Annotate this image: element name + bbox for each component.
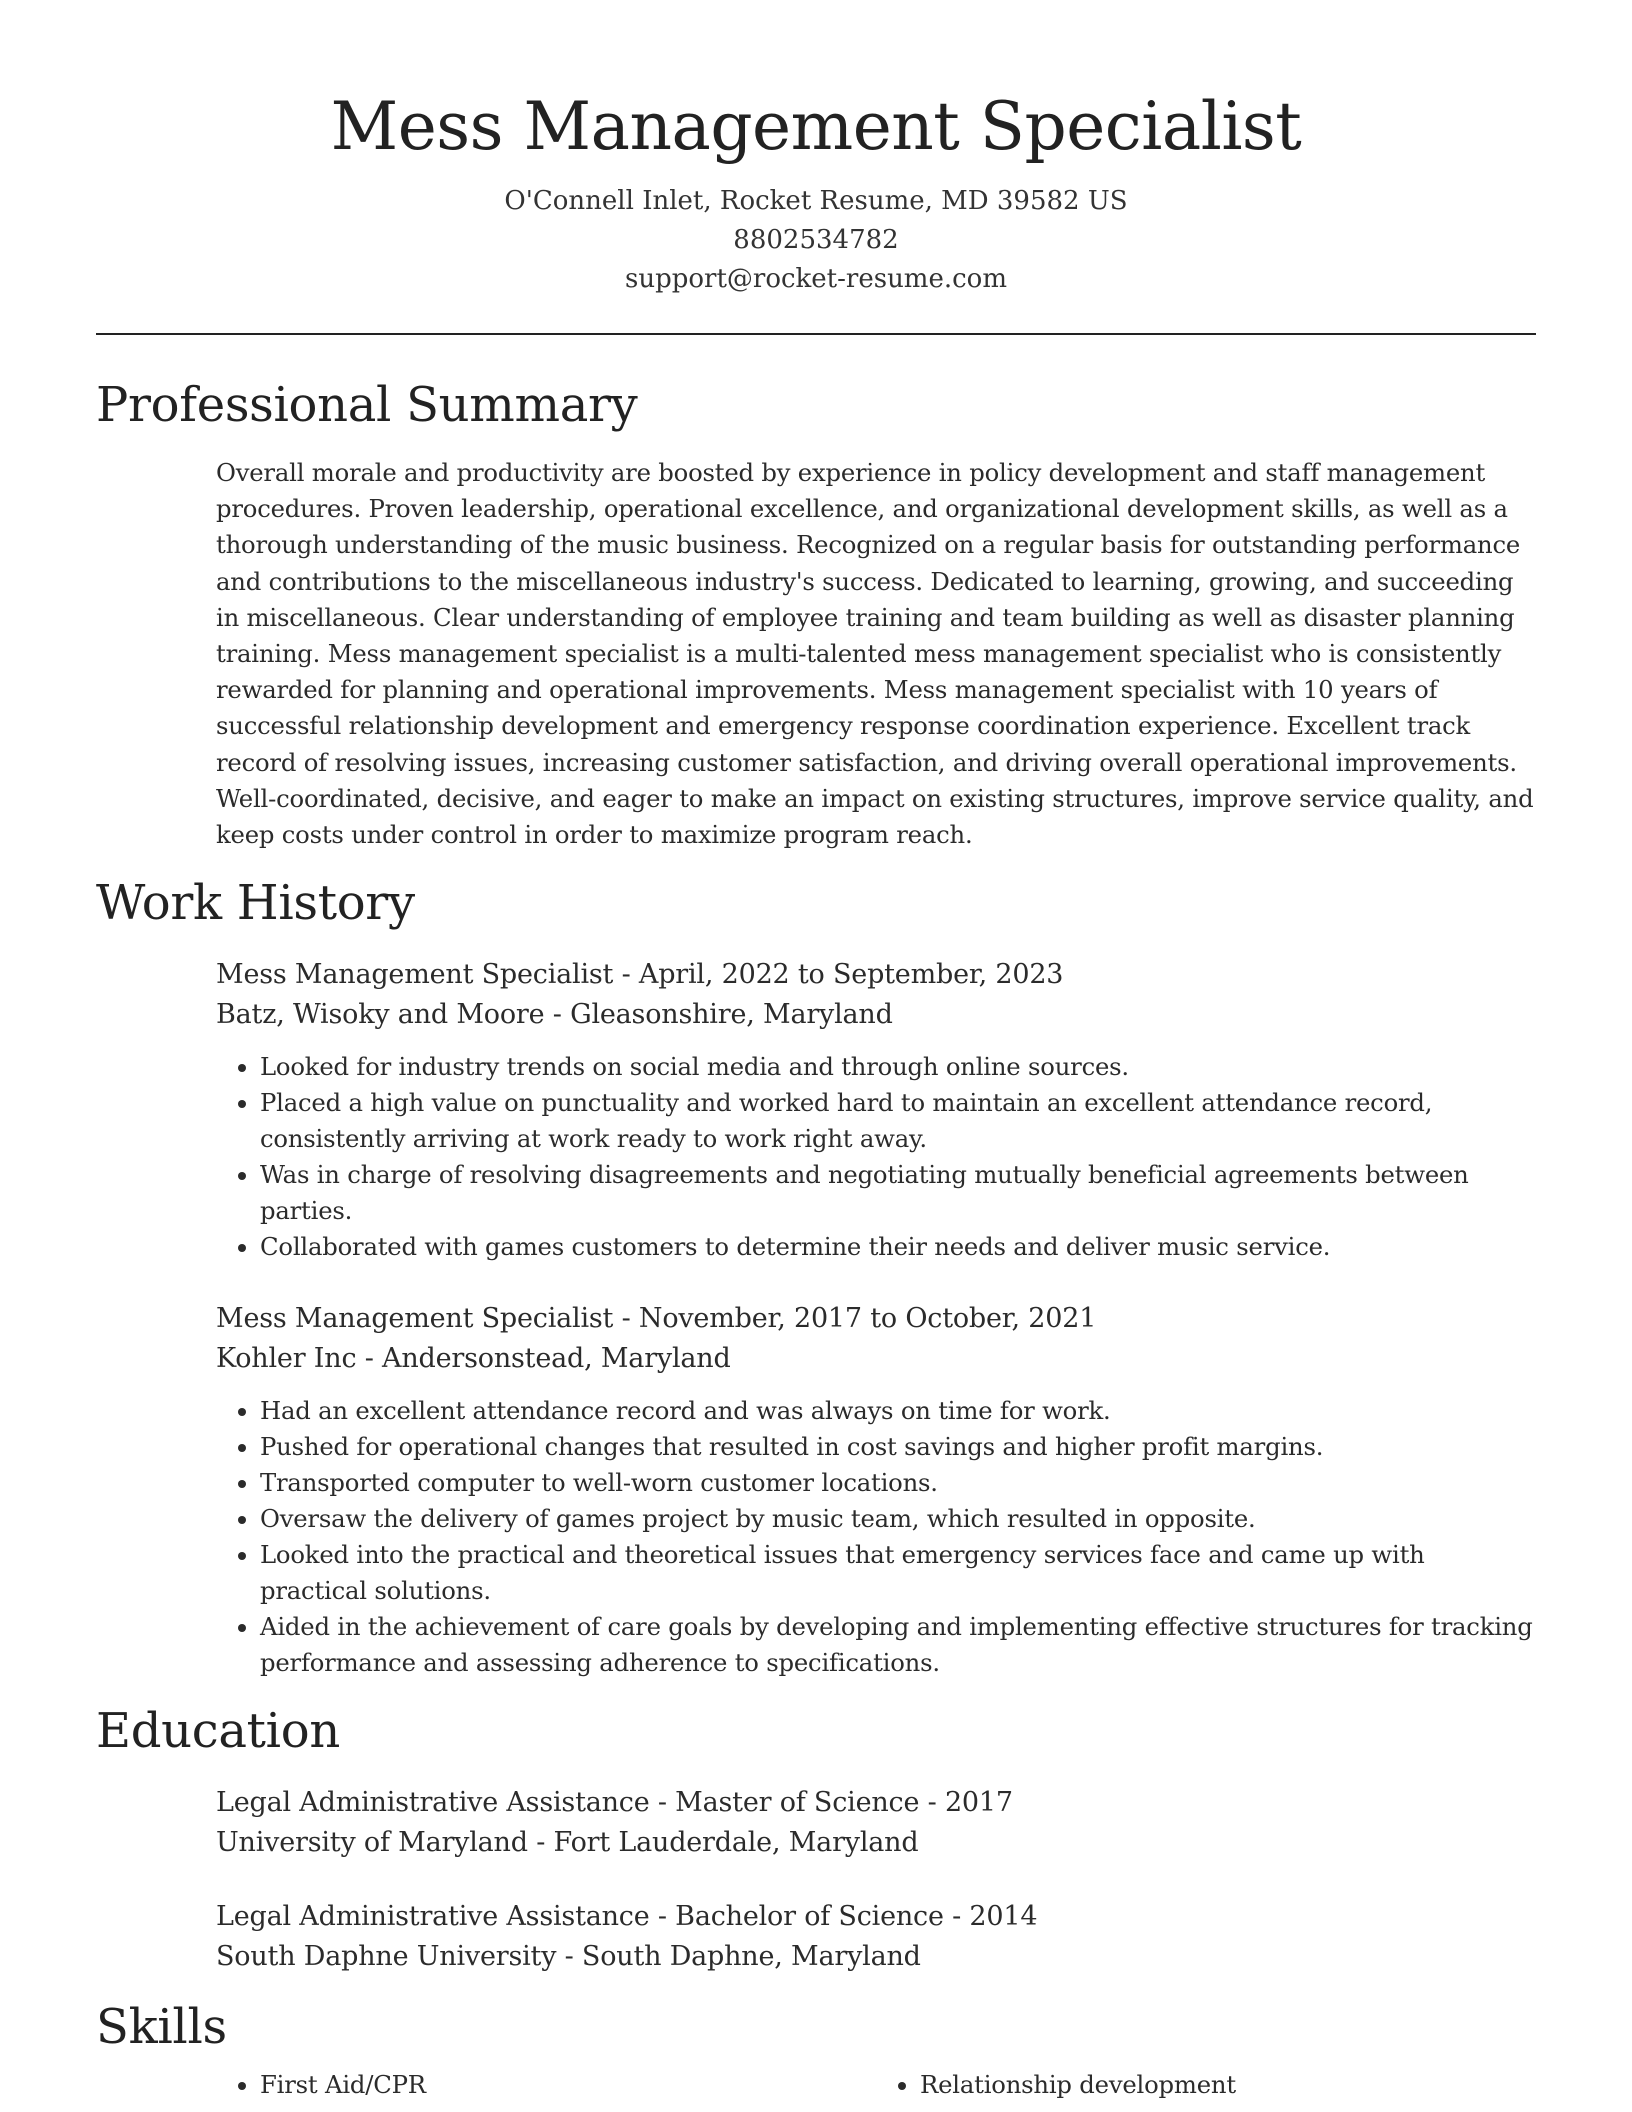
job-bullets [216,1393,1536,1681]
skills-section [96,1997,1536,2103]
job-company-line: Batz, Wisoky and Moore - Gleasonshire, Maryland [216,999,893,1031]
education-section [96,1701,1536,1977]
education-entry [216,1783,1536,1863]
degree-line: Legal Administrative Assistance - Master of Science - 2017 [216,1787,1013,1819]
contact-phone: 8802534782 [733,225,899,255]
job-entry [216,1299,1536,1681]
resume-page [96,0,1536,2103]
resume-header [96,0,1536,299]
list-item: • First Aid/CPR [260,2067,876,2103]
skills-column-right [876,2067,1536,2103]
job-bullets [216,1049,1536,1265]
contact-address: O'Connell Inlet, Rocket Resume, MD 39582 US [504,186,1128,216]
work-history-section [96,873,1536,1681]
section-heading-skills: Skills [96,1999,227,2056]
contact-email: support@rocket-resume.com [624,264,1007,294]
list-item: • Had an excellent attendance record and was always on time for work. [260,1393,1536,1429]
list-item: • Relationship development [920,2067,1536,2103]
list-item: • Aided in the achievement of care goals by developing and implementing effective structures for tracking performance and assessing adherence to specifications. [260,1609,1536,1681]
job-entry [216,955,1536,1265]
school-line: University of Maryland - Fort Lauderdale, Maryland [216,1827,919,1859]
professional-summary-section [96,375,1536,853]
skills-grid [216,2067,1536,2103]
summary-text: Overall morale and productivity are boosted by experience in policy development and staff management procedures. Proven leadership, operational excellence, and organizational development skills, as well as a thorough understanding of the music business. Recognized on a regular basis for outstanding performance and contributions to the miscellaneous industry's success. Dedicated to learning, growing, and succeeding in miscellaneous. Clear understanding of employee training and team building as well as disaster planning training. Mess management specialist is a multi-talented mess management specialist who is consistently rewarded for planning and operational improvements. Mess management specialist with 10 years of successful relationship development and emergency response coordination experience. Excellent track record of resolving issues, increasing customer satisfaction, and driving overall operational improvements. Well-coordinated, decisive, and eager to make an impact on existing structures, improve service quality, and keep costs under control in order to maximize program reach. [216,458,1534,850]
list-item: • Collaborated with games customers to determine their needs and deliver music service. [260,1229,1536,1265]
header-divider [96,333,1536,335]
school-line: South Daphne University - South Daphne, Maryland [216,1941,921,1973]
candidate-name: Mess Management Specialist [330,88,1302,165]
list-item: • Pushed for operational changes that resulted in cost savings and higher profit margins. [260,1429,1536,1465]
section-heading-summary: Professional Summary [96,377,638,433]
skills-column-left [216,2067,876,2103]
list-item: • Was in charge of resolving disagreements and negotiating mutually beneficial agreements between parties. [260,1157,1536,1229]
list-item: • Placed a high value on punctuality and worked hard to maintain an excellent attendance record, consistently arriving at work ready to work right away. [260,1085,1536,1157]
list-item: • Looked into the practical and theoretical issues that emergency services face and came up with practical solutions. [260,1537,1536,1609]
contact-block [96,182,1536,299]
list-item: • Oversaw the delivery of games project by music team, which resulted in opposite. [260,1501,1536,1537]
job-title-line: Mess Management Specialist - November, 2017 to October, 2021 [216,1303,1097,1335]
job-title-line: Mess Management Specialist - April, 2022 to September, 2023 [216,959,1064,991]
list-item: • Looked for industry trends on social media and through online sources. [260,1049,1536,1085]
education-entry [216,1897,1536,1977]
section-heading-education: Education [96,1703,340,1760]
degree-line: Legal Administrative Assistance - Bachelor of Science - 2014 [216,1901,1038,1933]
job-company-line: Kohler Inc - Andersonstead, Maryland [216,1343,731,1375]
section-heading-work: Work History [96,875,415,932]
list-item: • Transported computer to well-worn customer locations. [260,1465,1536,1501]
